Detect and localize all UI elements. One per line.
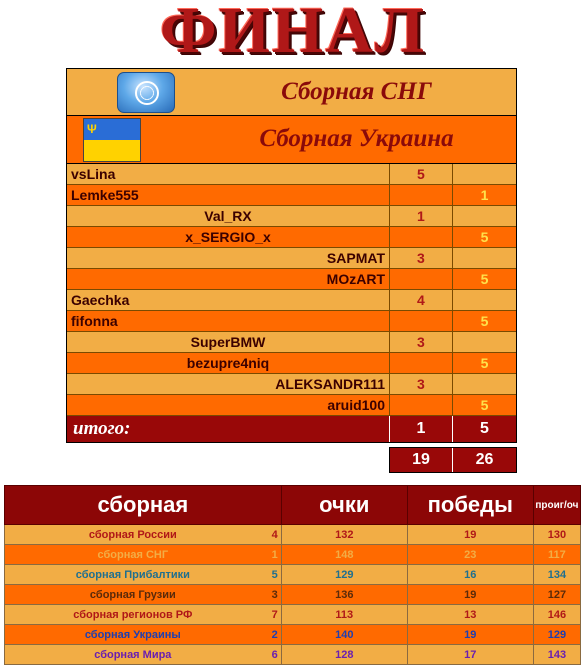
player-row (67, 269, 516, 290)
player-score-left (390, 227, 453, 247)
player-score-right (453, 164, 516, 184)
player-name: bezupre4niq (67, 353, 390, 373)
player-name: vsLina (67, 164, 390, 184)
player-score-right: 5 (480, 229, 489, 245)
team-wins: 17 (407, 645, 533, 665)
player-row (67, 227, 516, 248)
standings-row (5, 545, 581, 565)
player-score-right (453, 332, 516, 352)
team-rank: 2 (261, 625, 282, 645)
player-score-right (453, 248, 516, 268)
team-rank: 1 (261, 545, 282, 565)
team-points: 140 (281, 625, 407, 645)
player-score-left (390, 353, 453, 373)
player-row (67, 353, 516, 374)
team-points: 113 (281, 605, 407, 625)
team-name: сборная регионов РФ (5, 605, 261, 625)
total-row (67, 416, 516, 442)
player-score-left: 5 (390, 164, 453, 184)
player-name: Gaechka (67, 290, 390, 310)
team-losses: 130 (533, 525, 580, 545)
team-points: 136 (281, 585, 407, 605)
team-wins: 16 (407, 565, 533, 585)
player-score-right: 5 (480, 397, 489, 413)
player-score-left: 4 (390, 290, 453, 310)
player-score-left (390, 311, 453, 331)
team-rank: 4 (261, 525, 282, 545)
team-losses: 117 (533, 545, 580, 565)
player-row (67, 164, 516, 185)
team-points: 128 (281, 645, 407, 665)
player-row (67, 395, 516, 416)
player-row (67, 332, 516, 353)
team-losses: 134 (533, 565, 580, 585)
team-name-top: Сборная СНГ (281, 78, 432, 105)
player-name: fifonna (67, 311, 390, 331)
page-title: ФИНАЛ (159, 0, 427, 67)
match-table (66, 68, 517, 443)
team-losses: 127 (533, 585, 580, 605)
player-name: Val_RX (67, 206, 390, 226)
team-name: сборная Грузии (5, 585, 261, 605)
grand-left: 19 (390, 448, 453, 472)
team-points: 129 (281, 565, 407, 585)
player-score-right (453, 290, 516, 310)
team-name: сборная Украины (5, 625, 261, 645)
team-wins: 23 (407, 545, 533, 565)
standings-table (4, 485, 581, 665)
total-left: 1 (390, 416, 453, 442)
player-row (67, 206, 516, 227)
player-name: Lemke555 (67, 185, 390, 205)
player-score-left: 3 (390, 332, 453, 352)
team-wins: 19 (407, 625, 533, 645)
player-row (67, 311, 516, 332)
header-wins: победы (407, 486, 533, 525)
total-right: 5 (480, 420, 489, 437)
team-name: сборная СНГ (5, 545, 261, 565)
team-name: сборная Мира (5, 645, 261, 665)
player-name: x_SERGIO_x (67, 227, 390, 247)
team-points: 148 (281, 545, 407, 565)
team-row-ukraine (67, 116, 516, 164)
standings-row (5, 565, 581, 585)
team-wins: 13 (407, 605, 533, 625)
header-team: сборная (5, 486, 282, 525)
standings-row (5, 645, 581, 665)
player-row (67, 374, 516, 395)
team-losses: 146 (533, 605, 580, 625)
standings-row (5, 525, 581, 545)
player-row (67, 185, 516, 206)
player-name: SAPMAT (67, 248, 390, 268)
team-row-cis (67, 69, 516, 116)
player-rows (67, 164, 516, 416)
team-rank: 3 (261, 585, 282, 605)
player-score-left (390, 185, 453, 205)
team-wins: 19 (407, 525, 533, 545)
player-score-left: 3 (390, 374, 453, 394)
team-rank: 7 (261, 605, 282, 625)
player-score-right: 5 (480, 271, 489, 287)
team-losses: 143 (533, 645, 580, 665)
player-row (67, 290, 516, 311)
player-name: aruid100 (67, 395, 390, 415)
player-score-left (390, 269, 453, 289)
player-name: ALEKSANDR111 (67, 374, 390, 394)
player-row (67, 248, 516, 269)
standings-row (5, 625, 581, 645)
player-score-left: 3 (390, 248, 453, 268)
total-label: итого: (67, 416, 390, 442)
grand-right: 26 (475, 451, 494, 468)
player-name: MOzART (67, 269, 390, 289)
standings-row (5, 605, 581, 625)
player-name: SuperBMW (67, 332, 390, 352)
team-name: сборная России (5, 525, 261, 545)
team-rank: 5 (261, 565, 282, 585)
team-rank: 6 (261, 645, 282, 665)
team-name-bottom: Сборная Украина (259, 125, 454, 152)
player-score-right (453, 206, 516, 226)
player-score-left: 1 (390, 206, 453, 226)
player-score-right (453, 374, 516, 394)
player-score-right: 1 (480, 187, 489, 203)
player-score-right: 5 (480, 313, 489, 329)
ukraine-flag-icon: Ψ (83, 118, 141, 162)
team-points: 132 (281, 525, 407, 545)
team-name: сборная Прибалтики (5, 565, 261, 585)
player-score-left (390, 395, 453, 415)
standings-row (5, 585, 581, 605)
header-points: очки (281, 486, 407, 525)
team-losses: 129 (533, 625, 580, 645)
header-losses: проиг/оч (533, 486, 580, 525)
grand-total (389, 447, 517, 473)
team-wins: 19 (407, 585, 533, 605)
player-score-right: 5 (480, 355, 489, 371)
